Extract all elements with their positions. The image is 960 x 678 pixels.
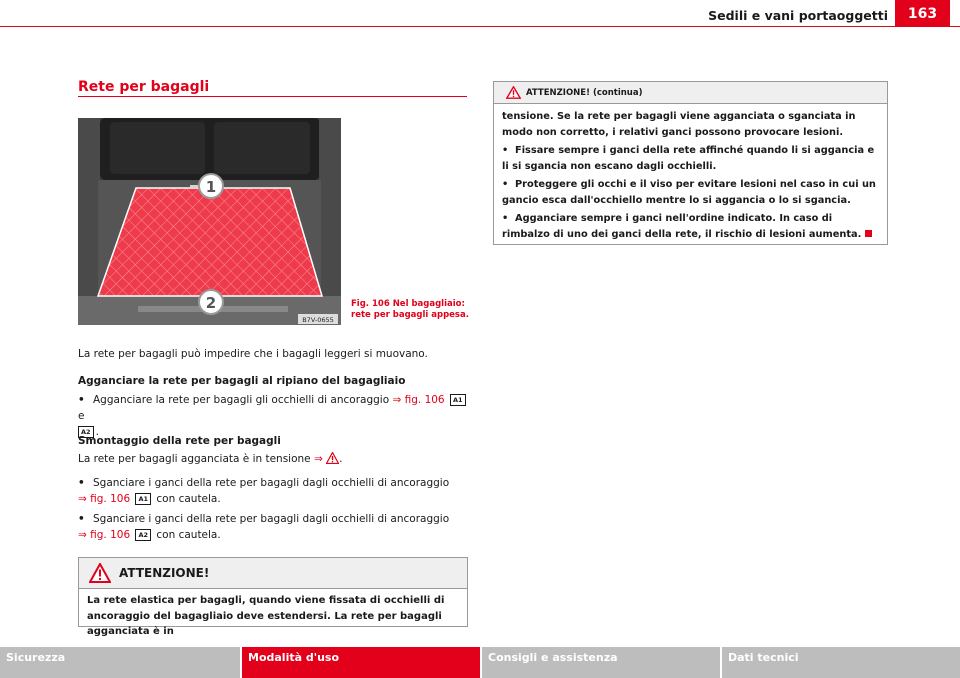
figure-code: B7V-0655 xyxy=(302,316,334,324)
warning-bullet: • Agganciare sempre i ganci nell'ordine indicato. In caso di rimbalzo di uno dei ganci della rete, il rischio di lesioni aumenta. xyxy=(502,211,879,243)
callout-badge-a1: A1 xyxy=(450,394,466,406)
footer-nav xyxy=(0,647,960,678)
fig-ref-link[interactable]: ⇒ fig. 106 xyxy=(78,529,131,541)
tension-text: La rete per bagagli agganciata è in tensione ⇒ . xyxy=(78,453,343,465)
warning-triangle-icon xyxy=(326,452,339,464)
bullet-remove-2: • Sganciare i ganci della rete per bagagli dagli occhielli di ancoraggio ⇒ fig. 106 A2 con cautela. xyxy=(78,513,450,541)
footer-tab-consigli-assistenza[interactable]: Consigli e assistenza xyxy=(480,647,720,678)
bullet-dot: • xyxy=(78,477,85,489)
warning-box xyxy=(78,557,468,637)
warning-title: ATTENZIONE! (continua) xyxy=(526,87,643,98)
footer-tab-modalita-uso[interactable]: Modalità d'uso xyxy=(240,647,480,678)
bullet-attach: • Agganciare la rete per bagagli gli occhielli di ancoraggio ⇒ fig. 106 A1 e A2 . xyxy=(78,392,468,440)
header-title: Sedili e vani portaoggetti xyxy=(708,8,888,23)
footer-tab-sicurezza[interactable]: Sicurezza xyxy=(0,647,240,678)
figure-caption xyxy=(351,299,469,321)
warning-bullet: • Proteggere gli occhi e il viso per evitare lesioni nel caso in cui un gancio esca dall'occhiello mentre lo si aggancia o lo si sgancia. xyxy=(502,179,876,206)
fig-ref-link[interactable]: ⇒ fig. 106 xyxy=(78,493,131,505)
warning-bullet: • Fissare sempre i ganci della rete affinché quando li si aggancia e li si sgancia non escano dagli occhielli. xyxy=(502,145,875,172)
warning-triangle-icon xyxy=(89,563,111,583)
trunk-net-illustration xyxy=(78,118,341,325)
figure-caption-line2: rete per bagagli appesa. xyxy=(351,310,469,320)
end-marker-icon xyxy=(865,230,872,237)
trunk-net-figure xyxy=(78,118,341,325)
callout-badge-a2: A2 xyxy=(78,426,94,438)
callout-1: 1 xyxy=(205,178,217,196)
warning-text: La rete elastica per bagagli, quando viene fissata di occhielli di ancoraggio del bagagliaio deve estendersi. La rete per bagagli agganciata è in xyxy=(87,595,445,637)
warning-title: ATTENZIONE! xyxy=(119,566,210,580)
warning-box-continued xyxy=(493,81,888,245)
intro-text: La rete per bagagli può impedire che i bagagli leggeri si muovano. xyxy=(78,348,428,360)
bullet-dot: • xyxy=(78,394,85,406)
heading-attach: Agganciare la rete per bagagli al ripiano del bagagliaio xyxy=(78,375,406,387)
header-rule xyxy=(0,26,960,27)
page-number: 163 xyxy=(895,0,950,27)
callout-badge-a2: A2 xyxy=(135,529,151,541)
bullet-dot: • xyxy=(78,513,85,525)
warning-triangle-icon xyxy=(506,86,521,99)
section-title: Rete per bagagli xyxy=(78,79,210,95)
warning-content xyxy=(494,104,887,243)
fig-ref-link[interactable]: ⇒ fig. 106 xyxy=(392,394,445,406)
warning-paragraph: tensione. Se la rete per bagagli viene agganciata o sganciata in modo non corretto, i relativi ganci possono provocare lesioni. xyxy=(502,111,856,138)
callout-badge-a1: A1 xyxy=(135,493,151,505)
warning-ref-arrow[interactable]: ⇒ xyxy=(313,453,323,465)
warning-header xyxy=(494,82,887,104)
footer-tab-dati-tecnici[interactable]: Dati tecnici xyxy=(720,647,960,678)
bullet-remove-1: • Sganciare i ganci della rete per bagagli dagli occhielli di ancoraggio ⇒ fig. 106 A1 con cautela. xyxy=(78,477,450,505)
heading-remove: Smontaggio della rete per bagagli xyxy=(78,435,281,447)
section-rule xyxy=(78,96,467,97)
figure-caption-line1: Fig. 106 Nel bagagliaio: xyxy=(351,299,465,309)
warning-header xyxy=(79,558,467,589)
callout-2: 2 xyxy=(205,294,217,312)
